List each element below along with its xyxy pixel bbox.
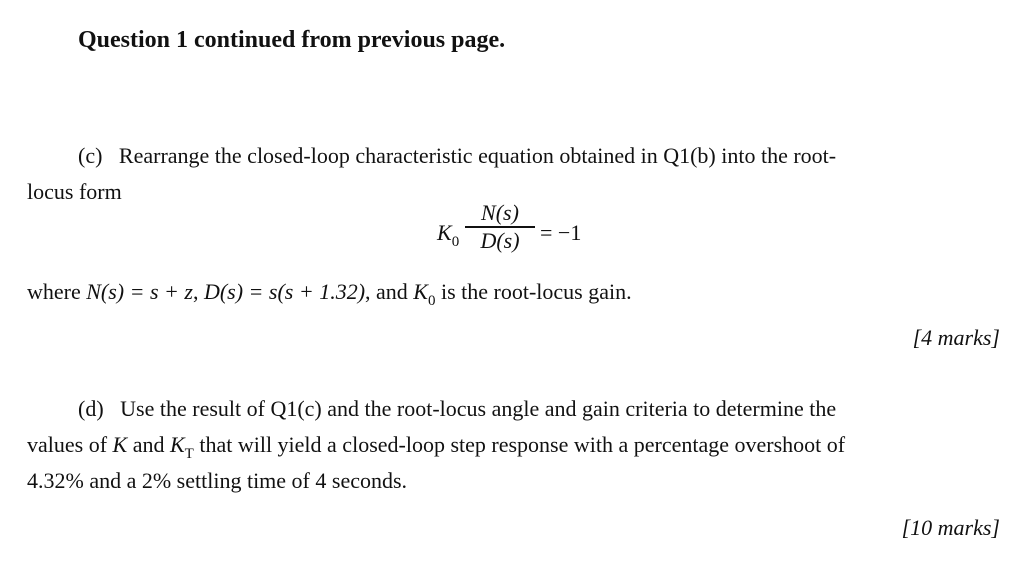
part-d-line-1 — [78, 391, 836, 427]
part-d-marks: [10 marks] — [901, 515, 1000, 540]
part-d-line-3: 4.32% and a 2% settling time of 4 seconds. — [27, 468, 408, 493]
where-suffix: is the root-locus gain. — [435, 279, 632, 304]
part-c-marks: [4 marks] — [912, 325, 1000, 350]
part-d-and: and — [127, 432, 170, 457]
part-d-label: (d) — [78, 396, 104, 421]
equation-rhs: = −1 — [540, 220, 582, 245]
equation-fraction — [465, 200, 535, 254]
part-d-line-2 — [27, 427, 845, 466]
equation-gain — [437, 215, 459, 254]
d-definition: D(s) = s(s + 1.32) — [203, 279, 366, 304]
part-c-text-line-1: Rearrange the closed-loop characteristic equation obtained in Q1(b) into the root- — [118, 143, 837, 168]
question-heading: Question 1 continued from previous page. — [78, 27, 506, 53]
where-prefix: where — [27, 279, 87, 304]
kt-subscript: T — [184, 446, 194, 462]
equation-gain-subscript: 0 — [451, 234, 460, 250]
where-line — [27, 274, 632, 313]
where-mid: , and — [365, 279, 414, 304]
part-d-line2-pre: values of — [27, 432, 113, 457]
k0-subscript: 0 — [427, 293, 436, 309]
k-symbol: K — [112, 432, 128, 457]
equation-denominator: D(s) — [480, 227, 520, 253]
part-c-text-line-2: locus form — [27, 179, 122, 204]
equation-gain-symbol: K — [437, 220, 452, 245]
kt-symbol: K — [169, 432, 185, 457]
n-definition: N(s) = s + z — [86, 279, 193, 304]
part-c-label: (c) — [78, 143, 103, 168]
k0-symbol: K — [413, 279, 428, 304]
part-d-line2-post: that will yield a closed-loop step response with a percentage overshoot of — [193, 432, 846, 457]
part-c-line-1 — [78, 138, 1000, 174]
equation-numerator: N(s) — [481, 200, 519, 225]
part-d-text-line-1: Use the result of Q1(c) and the root-locus angle and gain criteria to determine the — [120, 396, 837, 421]
where-sep: , — [192, 279, 204, 304]
